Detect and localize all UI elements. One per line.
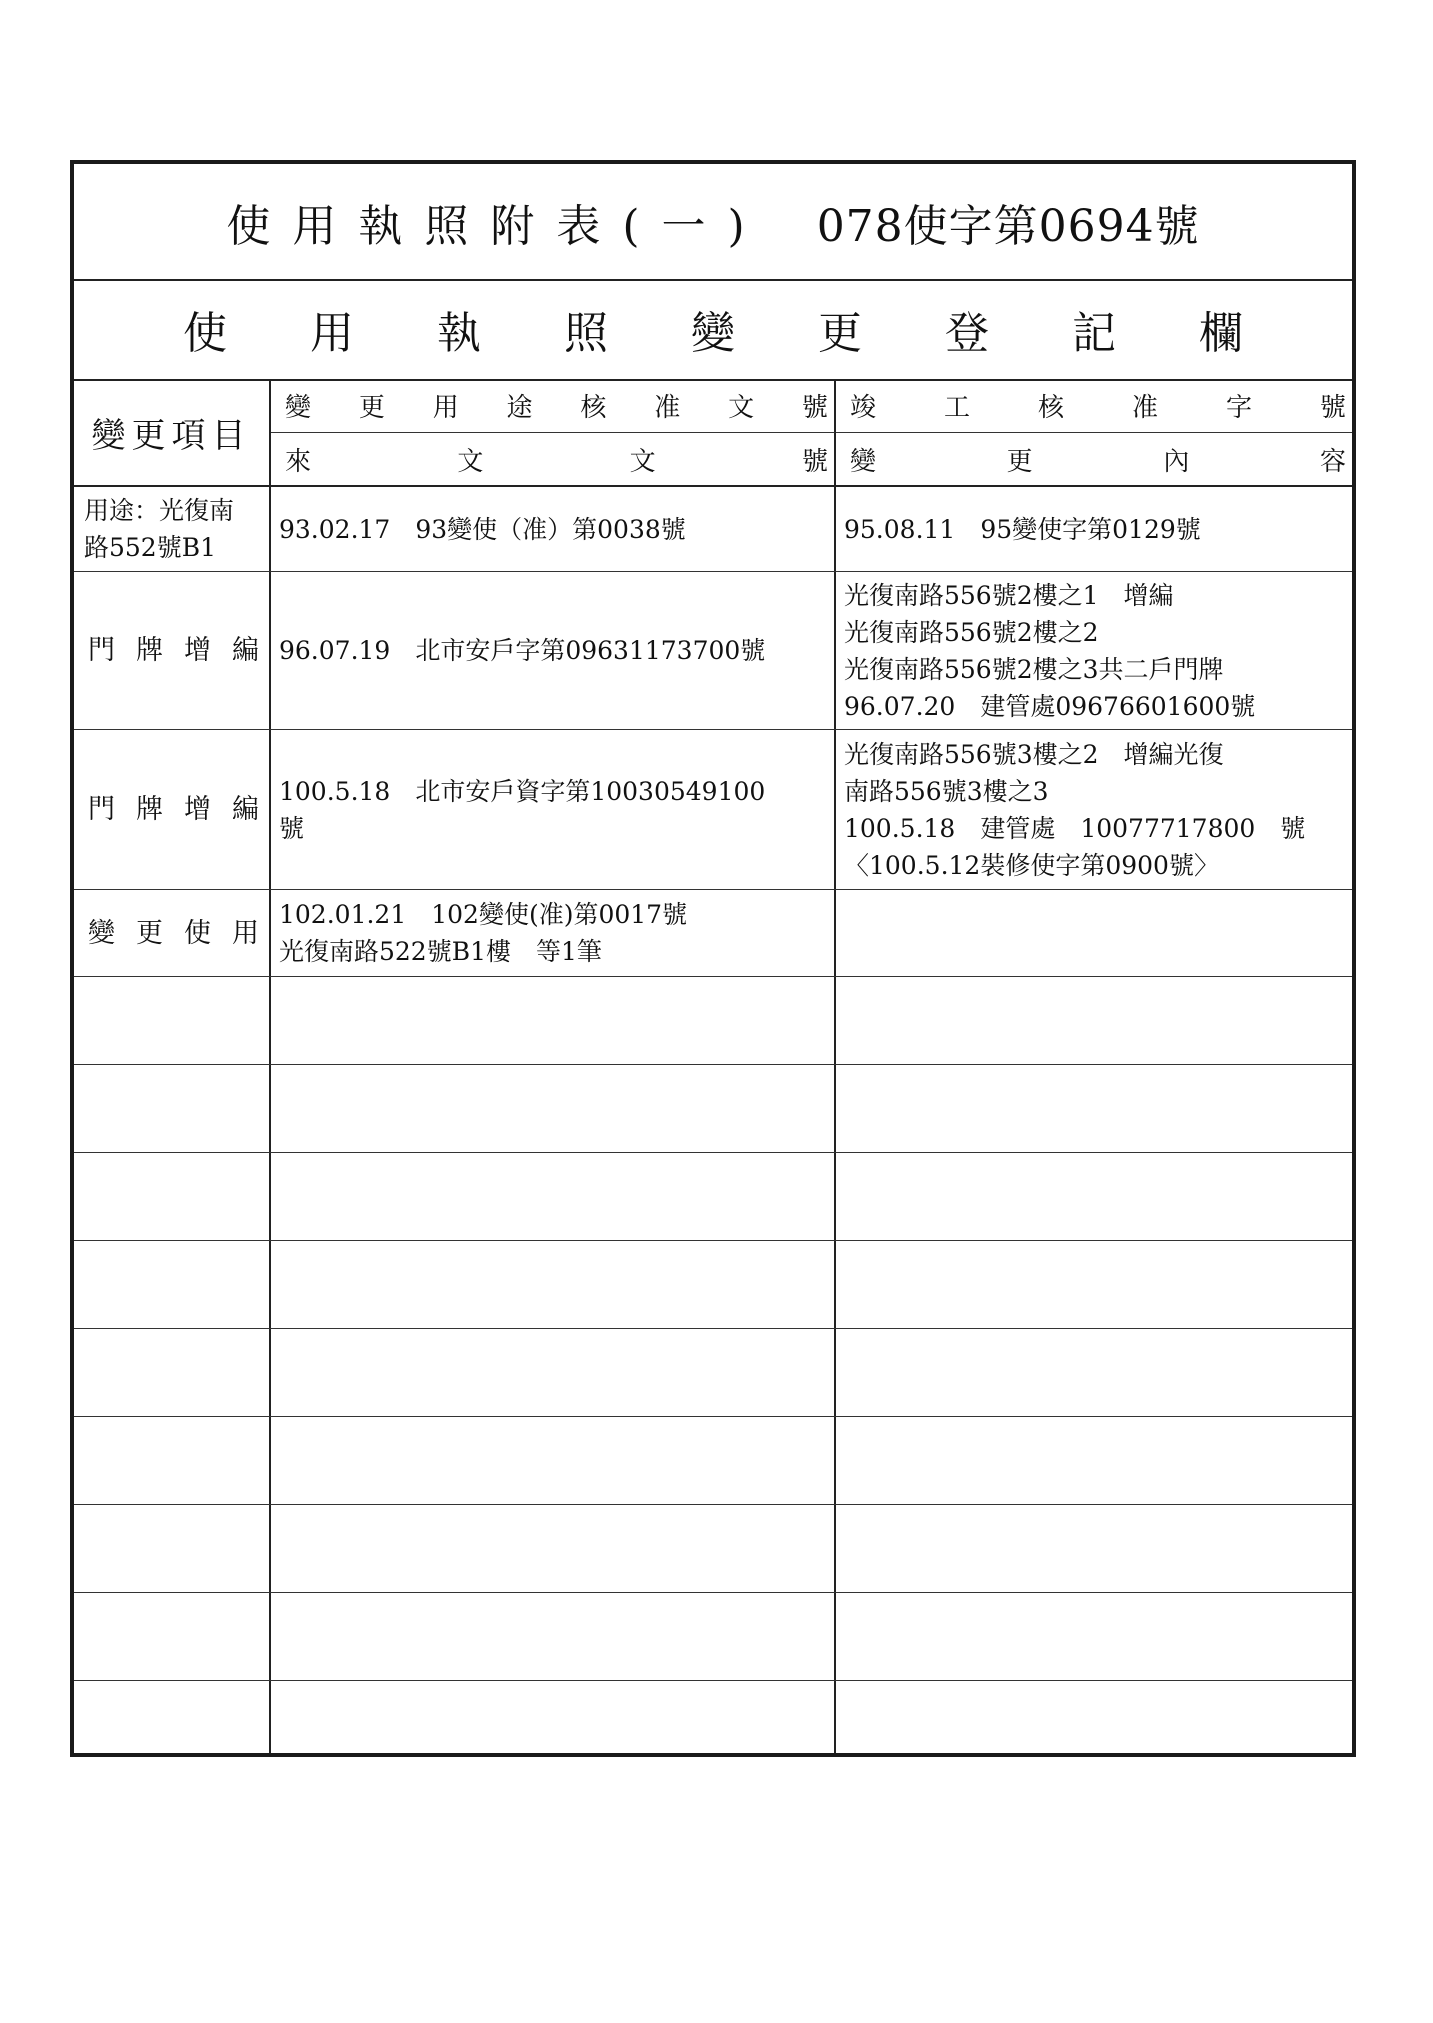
header-char: 變 <box>850 446 877 477</box>
header-char: 文 <box>629 446 656 477</box>
row-completion <box>836 572 1352 729</box>
header-char: 文 <box>728 393 755 423</box>
header-char: 准 <box>1131 393 1158 423</box>
row-item <box>74 1065 271 1152</box>
row-item <box>74 1505 271 1592</box>
row-item-char: 門 <box>88 794 115 825</box>
row-item <box>74 1153 271 1240</box>
row-item <box>74 572 271 729</box>
empty-row <box>74 1681 1352 1753</box>
completion-line: 96.07.20 建管處09676601600號 <box>844 691 1256 721</box>
table-row <box>74 730 1352 890</box>
header-char: 用 <box>432 393 459 423</box>
subtitle-char: 記 <box>1072 308 1116 359</box>
subtitle-char: 執 <box>437 308 481 359</box>
header-char: 途 <box>506 393 533 423</box>
approval-line: 100.5.18 北市安戶資字第10030549100 <box>279 776 766 806</box>
approval-line: 96.07.19 北市安戶字第09631173700號 <box>279 636 766 665</box>
subtitle-char: 用 <box>310 308 354 359</box>
title-number: 078使字第0694號 <box>816 200 1200 252</box>
subtitle-row <box>74 279 1352 381</box>
completion-line: 光復南路556號2樓之2 <box>844 617 1099 647</box>
header-char: 內 <box>1163 446 1190 477</box>
row-approval <box>271 1329 836 1416</box>
completion-line: 95.08.11 95變使字第0129號 <box>844 514 1201 544</box>
row-item-char: 使 <box>184 917 211 949</box>
completion-line: 南路556號3樓之3 <box>844 776 1049 806</box>
subtitle <box>183 297 1243 361</box>
row-item <box>74 977 271 1064</box>
row-approval <box>271 1417 836 1504</box>
column-header-completion-number <box>836 379 1352 433</box>
row-item <box>74 1417 271 1504</box>
row-item-line: 用途：光復南 <box>84 496 235 525</box>
row-item <box>74 1241 271 1328</box>
title-main: 使用執照附表(一) <box>226 200 767 252</box>
header-char: 來 <box>285 446 312 477</box>
row-item-char: 增 <box>184 635 211 666</box>
empty-row <box>74 1505 1352 1593</box>
header-char: 文 <box>457 446 484 477</box>
subtitle-char: 變 <box>691 308 735 359</box>
table-row <box>74 890 1352 977</box>
row-approval <box>271 1065 836 1152</box>
row-item-char: 牌 <box>136 635 163 666</box>
completion-line: 光復南路556號2樓之1 增編 <box>844 580 1174 610</box>
empty-row <box>74 1593 1352 1681</box>
row-item-char: 門 <box>88 635 115 666</box>
completion-line: 光復南路556號2樓之3共二戶門牌 <box>844 654 1224 684</box>
empty-row <box>74 1241 1352 1329</box>
row-approval <box>271 890 836 976</box>
approval-line: 光復南路522號B1樓 等1筆 <box>279 937 602 966</box>
header-char: 核 <box>1037 393 1064 423</box>
row-approval <box>271 730 836 889</box>
row-approval <box>271 1681 836 1753</box>
license-table <box>70 160 1356 1757</box>
row-approval <box>271 572 836 729</box>
header-char: 號 <box>801 446 828 477</box>
header-char: 號 <box>801 393 828 423</box>
row-item-char: 增 <box>184 794 211 825</box>
approval-line: 93.02.17 93變使（准）第0038號 <box>279 514 686 544</box>
subtitle-char: 更 <box>818 308 862 359</box>
row-item <box>74 1329 271 1416</box>
row-approval <box>271 1505 836 1592</box>
header-char: 容 <box>1319 446 1346 477</box>
row-item-char: 編 <box>232 794 259 825</box>
empty-row <box>74 1065 1352 1153</box>
header-char: 更 <box>1006 446 1033 477</box>
row-completion <box>836 890 1352 976</box>
row-completion <box>836 487 1352 571</box>
column-header-change-content <box>836 433 1352 487</box>
table-row <box>74 487 1352 572</box>
subtitle-char: 欄 <box>1199 308 1243 359</box>
empty-row <box>74 1417 1352 1505</box>
header-char: 字 <box>1225 393 1252 423</box>
header-char: 更 <box>358 393 385 423</box>
subtitle-char: 登 <box>945 308 989 359</box>
row-item <box>74 487 271 571</box>
completion-line: 〈100.5.12裝修使字第0900號〉 <box>844 850 1219 880</box>
empty-row <box>74 977 1352 1065</box>
row-item-char: 更 <box>136 917 163 949</box>
row-approval <box>271 487 836 571</box>
empty-row <box>74 1329 1352 1417</box>
row-approval <box>271 1593 836 1680</box>
row-approval <box>271 977 836 1064</box>
row-item-char: 牌 <box>136 794 163 825</box>
header-char: 變 <box>285 393 312 423</box>
row-approval <box>271 1241 836 1328</box>
subtitle-char: 使 <box>183 308 227 359</box>
header-char: 工 <box>943 393 970 423</box>
approval-line: 102.01.21 102變使(准)第0017號 <box>279 900 688 929</box>
column-header-approval-number <box>271 379 836 433</box>
header-char: 核 <box>580 393 607 423</box>
empty-row <box>74 1153 1352 1241</box>
column-header-document-number <box>271 433 836 487</box>
row-item-char: 用 <box>232 917 259 949</box>
row-approval <box>271 1153 836 1240</box>
document-title <box>74 164 1352 281</box>
header-char: 准 <box>654 393 681 423</box>
row-item <box>74 1593 271 1680</box>
row-item <box>74 1681 271 1753</box>
row-completion <box>836 730 1352 889</box>
row-item-char: 編 <box>232 635 259 666</box>
table-row <box>74 572 1352 730</box>
subtitle-char: 照 <box>564 308 608 359</box>
approval-line: 號 <box>279 813 305 843</box>
row-item <box>74 890 271 976</box>
completion-line: 光復南路556號3樓之2 增編光復 <box>844 739 1224 769</box>
row-item <box>74 730 271 889</box>
header-char: 號 <box>1319 393 1346 423</box>
row-item-char: 變 <box>88 917 115 949</box>
column-header-item: 變更項目 <box>74 379 271 487</box>
row-item-line: 路552號B1 <box>84 533 216 562</box>
completion-line: 100.5.18 建管處 10077717800 號 <box>844 813 1306 843</box>
header-char: 竣 <box>850 393 877 423</box>
